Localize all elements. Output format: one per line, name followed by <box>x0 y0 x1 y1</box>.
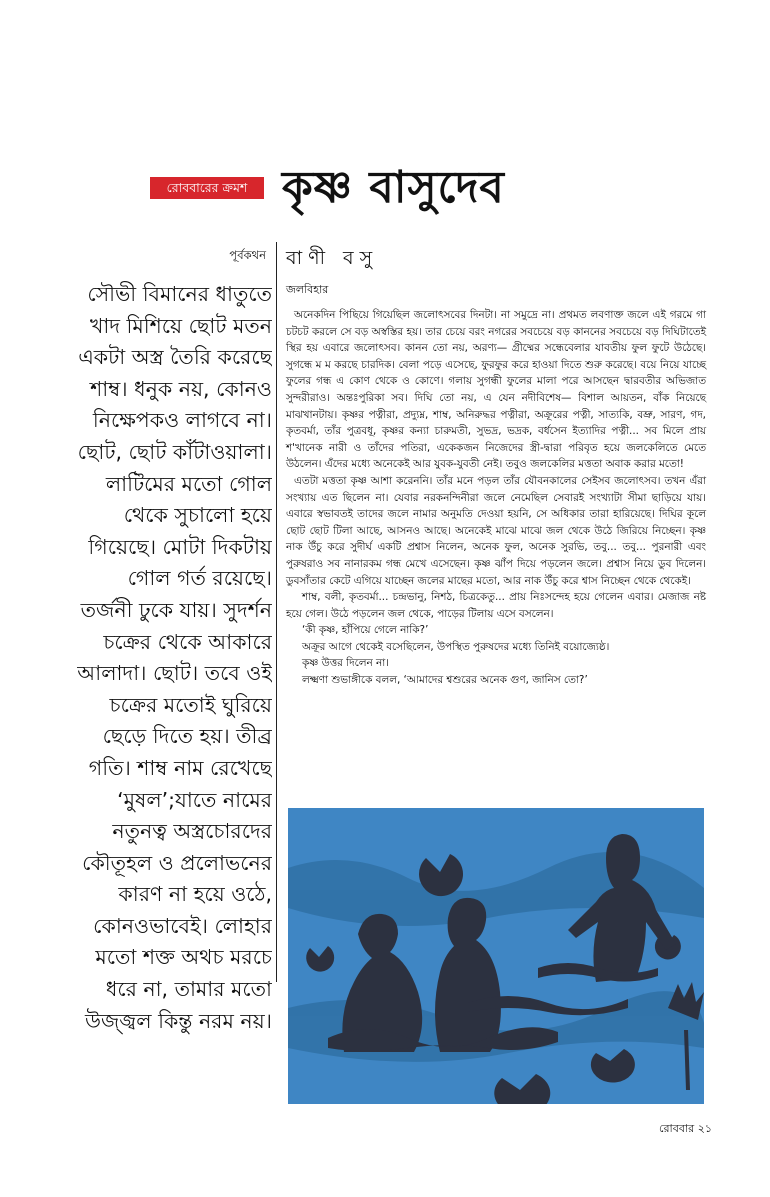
recap-line: কৌতূহল ও প্রলোভনের <box>82 850 272 875</box>
paragraph: অক্রূর আগে থেকেই বসেছিলেন, উপস্থিত পুরুষদের মধ্যে তিনিই বয়োজ্যেষ্ঠ। <box>302 640 610 653</box>
recap-line: কোনওভাবেই। লোহার <box>93 913 272 938</box>
dialogue-line: লক্ষ্মণা শুভাঙ্গীকে বলল, ‘আমাদের শ্বশুরের অনেক গুণ, জানিস তো?’ <box>302 674 588 687</box>
page-footer: রোববার ২১ <box>659 1122 712 1135</box>
recap-line: গতি। শাম্ব নাম রেখেছে <box>88 755 272 780</box>
recap-line: কারণ না হয়ে ওঠে, <box>118 882 272 907</box>
recap-line: নিক্ষেপকও লাগবে না। <box>92 408 272 433</box>
recap-line: চক্রের মতোই ঘুরিয়ে <box>109 692 272 717</box>
paragraph: কৃষ্ণ উত্তর দিলেন না। <box>302 657 389 670</box>
recap-line: খাদ মিশিয়ে ছোট মতন <box>89 313 272 338</box>
recap-line: ছোট, ছোট কাঁটাওয়ালা। <box>77 439 272 464</box>
recap-line: লাটিমের মতো গোল <box>105 471 272 496</box>
page-title: কৃষ্ণ বাসুদেব <box>282 162 505 213</box>
recap-line: উজ্জ্বল কিন্তু নরম নয়। <box>84 1008 272 1033</box>
series-tag: রোববারের ক্রমশ <box>150 177 264 199</box>
column-divider <box>276 242 277 982</box>
recap-line: আলাদা। ছোট। তবে ওই <box>77 661 272 686</box>
section-heading: জলবিহার <box>286 283 329 296</box>
recap-label: পূর্বকথন <box>229 248 266 262</box>
recap-text <box>60 279 272 1037</box>
recap-line: ‘মুষল’;যাতে নামের <box>117 787 272 812</box>
recap-line: সৌভী বিমানের ধাতুতে <box>87 282 272 306</box>
recap-line: তর্জনী ঢুকে যায়। সুদর্শন <box>80 597 272 622</box>
recap-line: চক্রের থেকে আকারে <box>103 629 272 654</box>
dialogue-line: ‘কী কৃষ্ণ, হাঁপিয়ে গেলে নাকি?’ <box>302 624 429 637</box>
recap-line: গিয়েছে। মোটা দিকটায় <box>88 534 272 559</box>
illustration-svg <box>288 808 704 1104</box>
illustration-water-bathers <box>288 808 704 1104</box>
author-name: বাণী বসু <box>286 247 379 269</box>
recap-line: মতো শক্ত অথচ মরচে <box>95 945 272 970</box>
recap-line: ছেড়ে দিতে হয়। তীব্র <box>102 724 272 749</box>
paragraph: এতটা মত্ততা কৃষ্ণ আশা করেননি। তাঁর মনে পড়ল তাঁর যৌবনকালের সেইসব জলোৎসব। তখন এঁরা সংখ্যায় এত ছিলেন না। যেবার নরকনন্দিনীরা জলে নেমেছিল সেবারই সংখ্যাটা সীমা ছাড়িয়ে যায়। এবারে স্বভাবতই তাদের জলে নামার অনুমতি দেওয়া হয়নি, সে অধিকার তারা হারিয়েছে। দিঘির কূলে ছোট ছোট টিলা আছে, আসনও আছে। অনেকেই মাঝে মাঝে জল থেকে উঠে জিরিয়ে নিচ্ছেন। কৃষ্ণ নাক উঁচু করে সুদীর্ঘ একটি প্রশ্বাস নিলেন, অনেক ফুল, অনেক সুরভি, তবু... তবু... পুরনারী এবং পুরুষরাও সব নানারকম গন্ধ মেখে এসেছেন। কৃষ্ণ ঝাঁপ দিয়ে পড়লেন জলে। প্রশ্বাস নিয়ে ডুব দিলেন। ডুবসাঁতার কেটে এগিয়ে যাচ্ছেন জলের মাছের মতো, আর নাক উঁচু করে শ্বাস নিচ্ছেন থেকে থেকেই। <box>286 474 706 587</box>
paragraph: অনেকদিন পিছিয়ে গিয়েছিল জলোৎসবের দিনটা। না সমুদ্রে না। প্রথমত লবণাক্ত জলে এই গরমে গা চটচট করলে সে বড় অস্বস্তির হয়। তার চেয়ে বরং নগরের সবচেয়ে বড় কাননের সবচেয়ে বড় দিঘিটাতেই স্থির হয় এবারে জলোৎসব। কানন তো নয়, অরণ্য— গ্রীষ্মের সন্ধেবেলার যাবতীয় ফুল ফুটে উঠেছে। সুগন্ধে ম ম করছে চারদিক। বেলা পড়ে এসেছে, ফুরফুর করে হাওয়া দিতে শুরু করেছে। বয়ে নিয়ে যাচ্ছে ফুলের গন্ধ এ কোণ থেকে ও কোণে। গলায় সুগন্ধী ফুলের মালা পরে আসছেন দ্বারবতীর অভিজাত সুন্দরীরাও। অন্তঃপুরিকা সব। দিঘি তো নয়, এ যেন নদীবিশেষ— বিশাল আয়তন, বাঁক নিয়েছে মাঝখানটায়। কৃষ্ণর পত্নীরা, প্রদ্যুম্ন, শাম্ব, অনিরুদ্ধর পত্নীরা, অক্রূরের পত্নী, সাত্যকি, বভ্রু, সারণ, গদ, কৃতবর্মা, তাঁর পুত্রবধূ, কৃষ্ণর কন্যা চারুমতী, সুভদ্র, ভদ্রক, বর্ধসেন ইত্যাদির পত্নী... সব মিলে প্রায় শ'খানেক নারী ও তাঁদের পতিরা, একেকজন নিজেদের স্ত্রী-দ্বারা পরিবৃত হয়ে জলকেলিতে মেতে উঠলেন। এঁদের মধ্যে অনেকেই আর যুবক-যুবতী নেই। তবুও জলকেলির মত্ততা অবাক করার মতো! <box>286 309 706 471</box>
recap-line: ধরে না, তামার মতো <box>105 977 272 1002</box>
recap-line: শাম্ব। ধনুক নয়, কোনও <box>90 376 272 401</box>
recap-line: নতুনত্ব অস্ত্রচোরদের <box>112 819 272 844</box>
recap-line: গোল গর্ত রয়েছে। <box>127 566 272 591</box>
recap-line: একটা অস্ত্র তৈরি করেছে <box>78 345 272 370</box>
recap-line: থেকে সুচালো হয়ে <box>123 503 272 528</box>
article-body <box>286 307 706 689</box>
paragraph: শাম্ব, বলী, কৃতবর্মা... চন্দ্রভানু, নিশঠ, চিত্রকেতু... প্রায় নিঃসন্দেহ হয়ে গেলেন এবার। মেজাজ নষ্ট হয়ে গেল। উঠে পড়লেন জল থেকে, পাড়ের টিলায় এসে বসলেন। <box>286 591 706 620</box>
